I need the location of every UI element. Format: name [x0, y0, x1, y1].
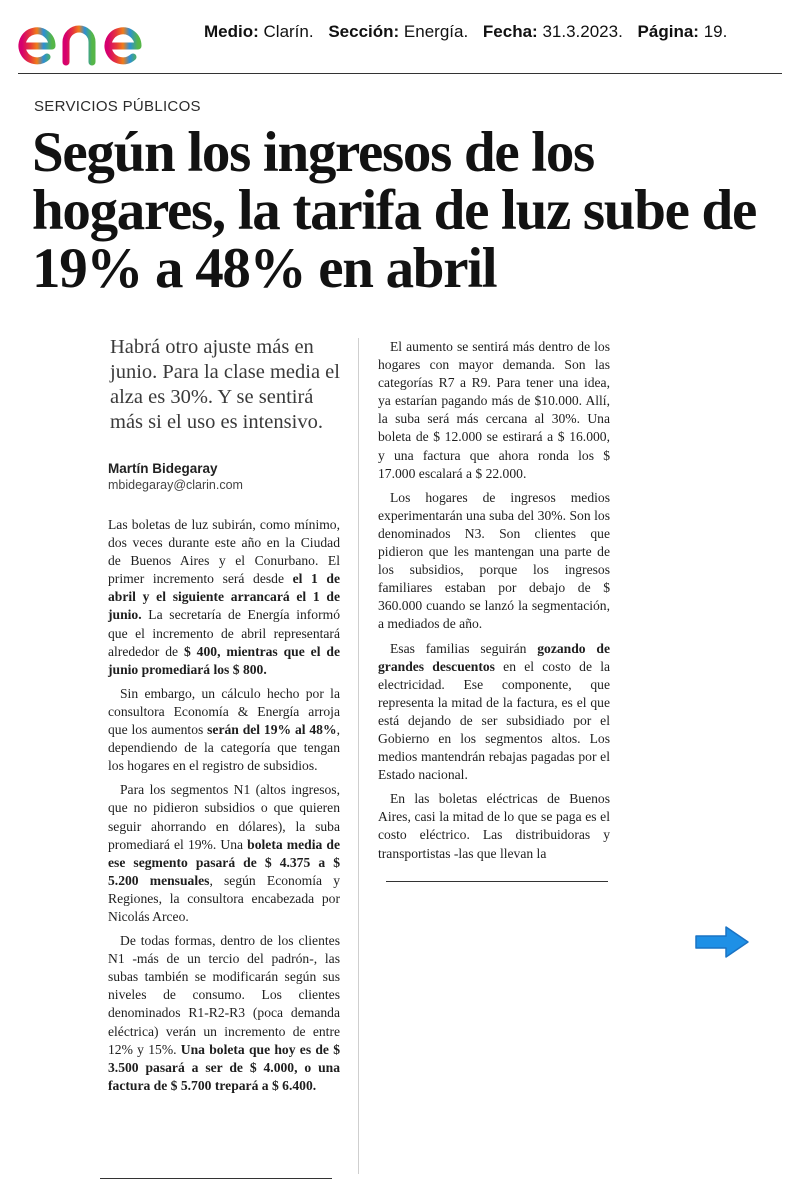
bold-text: boleta media de ese segmento pasará de $ 4.375 a $ 5.200 mensuales: [108, 836, 340, 888]
medio-value: Clarín.: [263, 22, 314, 41]
seccion-value: Energía.: [403, 22, 469, 41]
author-email: mbidegaray@clarin.com: [108, 478, 243, 492]
article-deck: Habrá otro ajuste más en junio. Para la clase media el alza es 30%. Y se sentirá más si el uso es intensivo.: [110, 336, 340, 433]
body-paragraph: [378, 790, 610, 862]
body-text: Esas familias seguirán: [390, 640, 538, 656]
enel-logo: [14, 6, 184, 68]
fecha-label: Fecha:: [482, 22, 538, 41]
bold-text: serán del 19% al 48%: [207, 722, 337, 738]
fecha-value: 31.3.2023.: [542, 22, 623, 41]
body-text: Los hogares de ingresos medios experimentarán una suba del 30%. Son los denominados N3. Son clientes que pidieron que les mantengan una parte de los subsidios, porque los ingresos familiares estaban por debajo de $ 360.000 cuando se lanzó la segmentación, a mediados de año.: [378, 489, 610, 632]
body-text: En las boletas eléctricas de Buenos Aires, casi la mitad de lo que se paga es el costo eléctrico. Las distribuidoras y transportistas -las que llevan la: [378, 791, 610, 861]
bold-text: gozando de grandes descuentos: [378, 640, 610, 674]
bold-text: $ 400, mientras que el de junio promediará los $ 800.: [108, 643, 340, 677]
seccion-label: Sección:: [328, 22, 400, 41]
pagina-label: Página:: [637, 22, 699, 41]
body-text: La secretaría de Energía informó que el incremento de abril representará alrededor de: [108, 607, 340, 659]
body-text: en el costo de la electricidad. Ese componente, que representa la mitad de la factura, es el que está dejando de ser subsidiado por el Gobierno en los segmentos altos. Los medios mantendrán rebajas pagadas por el Estado nacional.: [378, 658, 610, 783]
body-paragraph: [378, 640, 610, 785]
body-text: , dependiendo de la categoría que tengan los hogares en el registro de subsidios.: [108, 722, 340, 774]
body-paragraph: [108, 685, 340, 775]
body-paragraph: [378, 489, 610, 634]
author-name: Martín Bidegaray: [108, 461, 218, 476]
body-text: El aumento se sentirá más dentro de los hogares con mayor demanda. Son las categorías R7 a R9. Para tener una idea, ya estarían pagando más de $10.000. Allí, la suba será más cercana al 30%. Una boleta de $ 12.000 se estirará a $ 16.000, y una factura que ahora ronda los $ 17.000 escalará a $ 22.000.: [378, 339, 610, 481]
article-body-left: [108, 516, 340, 1095]
body-text: De todas formas, dentro de los clientes N1 -más de un tercio del padrón-, las subas también se modificarán según sus niveles de consumo. Los clientes denominados R1-R2-R3 (poca demanda eléctrica) verán un incremento de entre 12% y 15%.: [108, 933, 340, 1057]
column-end-rule-left: [100, 1178, 332, 1179]
header-divider: [18, 73, 782, 74]
body-text: Sin embargo, un cálculo hecho por la consultora Economía & Energía arroja que los aumentos: [108, 685, 340, 738]
bold-text: el 1 de abril y el siguiente arrancará el 1 de junio.: [108, 571, 341, 623]
bold-text: Una boleta que hoy es de $ 3.500 pasará a ser de $ 4.000, o una factura de $ 5.700 trepará a $ 6.400.: [108, 1041, 340, 1093]
column-divider: [358, 338, 359, 1174]
article-body-right: [378, 338, 610, 863]
article-column-left: [108, 335, 340, 1101]
body-paragraph: [378, 338, 610, 483]
body-paragraph: [108, 932, 340, 1095]
article-column-right: [378, 338, 610, 869]
publication-metadata: [204, 22, 784, 42]
body-paragraph: [108, 516, 340, 679]
headline: Según los ingresos de los hogares, la tarifa de luz sube de 19% a 48% en abril: [32, 121, 756, 300]
pagina-value: 19.: [703, 22, 728, 41]
body-paragraph: [108, 781, 340, 926]
arrow-right-icon[interactable]: [694, 924, 750, 960]
body-text: Las boletas de luz subirán, como mínimo, dos veces durante este año en la Ciudad de Buenos Aires y el Conurbano. El primer incremento será desde: [108, 517, 340, 587]
medio-label: Medio:: [204, 22, 259, 41]
body-text: Para los segmentos N1 (altos ingresos, que no pidieron subsidios o que quieren seguir ahorrando en dólares), la suba promediará el 19%. Una: [108, 782, 340, 852]
body-text: , según Economía y Regiones, la consultora encabezada por Nicolás Arceo.: [108, 872, 340, 924]
column-end-rule-right: [386, 881, 608, 882]
section-label: SERVICIOS PÚBLICOS: [34, 98, 201, 115]
